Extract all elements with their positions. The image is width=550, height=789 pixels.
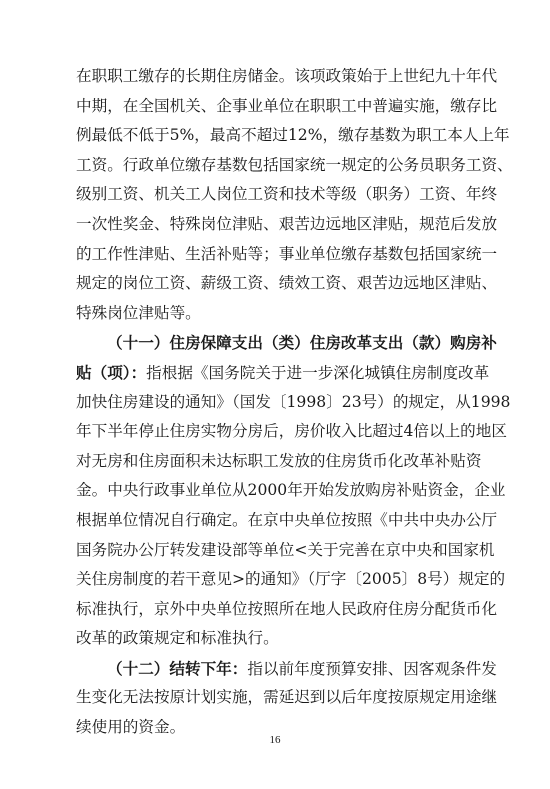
- paragraph-housing-fund: [76, 62, 513, 328]
- text-run: 指根据《国务院关于进一步深化城镇住房制度改革: [146, 363, 490, 382]
- text-line: 年下半年停止住房实物分房后，房价收入比超过4倍以上的地区: [76, 422, 507, 441]
- text-run: 指以前年度预算安排、因客观条件发: [247, 659, 497, 678]
- text-line: 关住房制度的若干意见>的通知》（厅字〔2005〕8号）规定的: [76, 570, 506, 589]
- section-heading-12: （十二）结转下年：: [107, 658, 248, 678]
- text-line: 生变化无法按原计划实施，需延迟到以后年度按原规定用途继: [76, 688, 498, 707]
- document-body: [76, 62, 513, 743]
- section-heading-11-end: 贴（项）：: [76, 362, 147, 382]
- text-line: 改革的政策规定和标准执行。: [76, 629, 279, 648]
- text-line: 级别工资、机关工人岗位工资和技术等级（职务）工资、年终: [76, 185, 498, 204]
- paragraph-housing-subsidy: [76, 328, 511, 654]
- paragraph-carry-forward: [76, 654, 498, 743]
- text-line: 中期，在全国机关、企事业单位在职职工中普遍实施，缴存比: [76, 96, 498, 115]
- text-line: 的工作性津贴、生活补贴等；事业单位缴存基数包括国家统一: [76, 244, 498, 263]
- text-line: 标准执行，京外中央单位按照所在地人民政府住房分配货币化: [76, 599, 498, 618]
- section-heading-11: （十一）住房保障支出（类）住房改革支出（款）购房补: [107, 333, 497, 353]
- text-line: [76, 654, 497, 684]
- text-line: 特殊岗位津贴等。: [76, 303, 201, 322]
- text-line: 规定的岗位工资、薪级工资、绩效工资、艰苦边远地区津贴、: [76, 274, 498, 293]
- text-line: 国务院办公厅转发建设部等单位<关于完善在京中央和国家机: [76, 540, 495, 559]
- text-line: 金。中央行政事业单位从2000年开始发放购房补贴资金，企业: [76, 481, 506, 500]
- text-line: 根据单位情况自行确定。在京中央单位按照《中共中央办公厅: [76, 510, 498, 529]
- text-line: [76, 358, 490, 388]
- text-line: 加快住房建设的通知》（国发〔1998〕23号）的规定，从1998: [76, 392, 511, 411]
- text-line: 例最低不低于5%，最高不超过12%，缴存基数为职工本人上年: [76, 126, 510, 145]
- text-line: 对无房和住房面积未达标职工发放的住房货币化改革补贴资: [76, 451, 482, 470]
- text-line: 工资。行政单位缴存基数包括国家统一规定的公务员职务工资、: [76, 155, 513, 174]
- page-number: 16: [269, 734, 281, 746]
- text-line: 在职职工缴存的长期住房储金。该项政策始于上世纪九十年代: [76, 67, 498, 85]
- text-line: 一次性奖金、特殊岗位津贴、艰苦边远地区津贴，规范后发放: [76, 214, 498, 233]
- text-line: 续使用的资金。: [76, 718, 186, 737]
